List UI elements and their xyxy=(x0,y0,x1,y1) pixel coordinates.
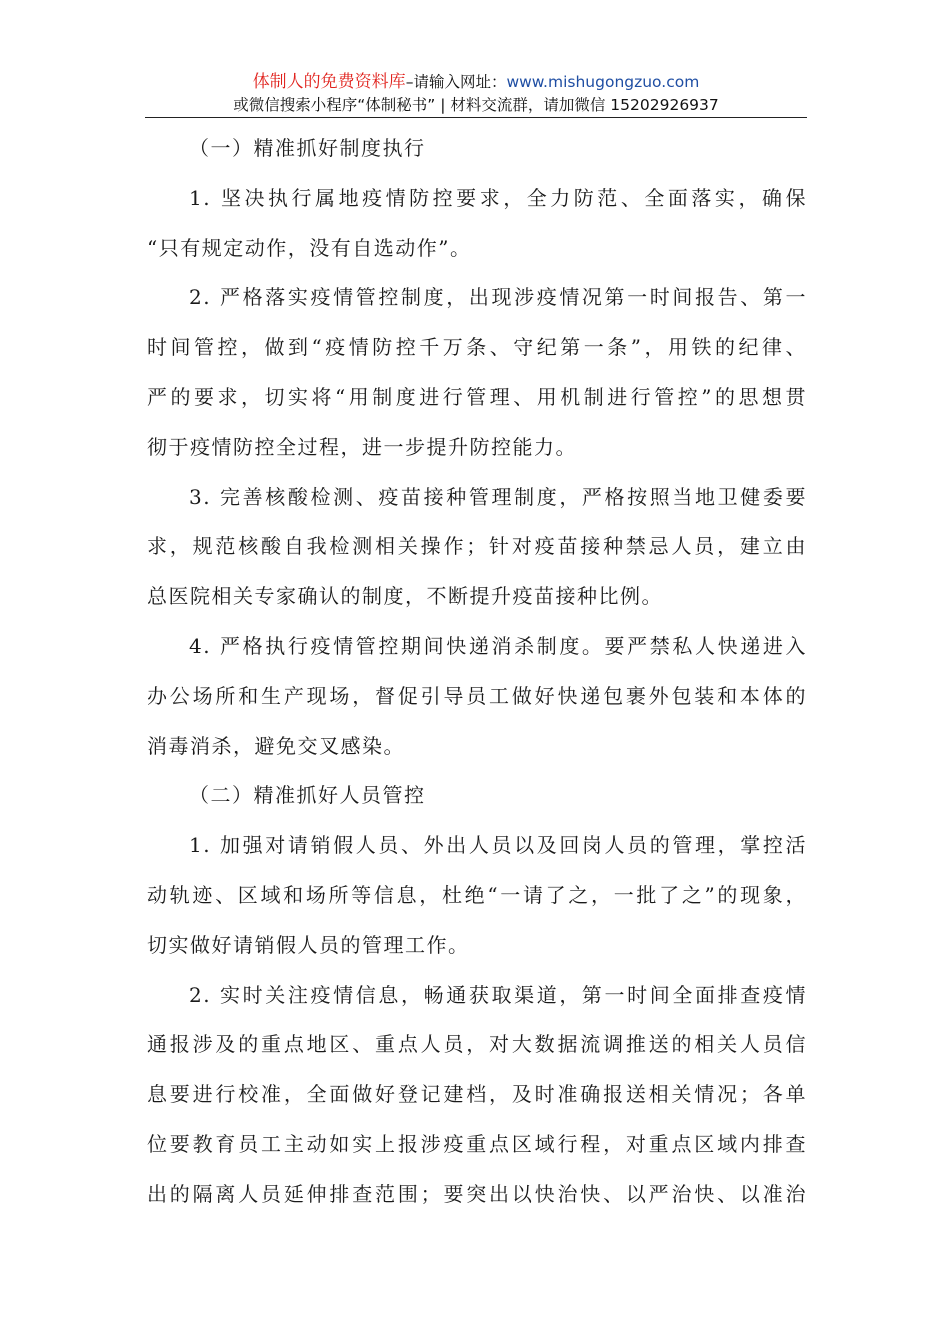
section-heading: （二）精准抓好人员管控 xyxy=(189,783,426,808)
paragraph-line: 2. 实时关注疫情信息，畅通获取渠道，第一时间全面排查疫情 xyxy=(189,982,807,1007)
paragraph-line: 1. 坚决执行属地疫情防控要求，全力防范、全面落实，确保 xyxy=(189,185,807,210)
header-brand: 体制人的免费资料库 xyxy=(252,72,406,92)
paragraph-line: 出的隔离人员延伸排查范围；要突出以快治快、以严治快、以准治 xyxy=(147,1181,807,1206)
paragraph-line: 动轨迹、区域和场所等信息，杜绝“一请了之，一批了之”的现象， xyxy=(147,882,807,907)
paragraph-line: 3. 完善核酸检测、疫苗接种管理制度，严格按照当地卫健委要 xyxy=(189,484,807,509)
paragraph-line: 时间管控，做到“疫情防控千万条、守纪第一条”，用铁的纪律、 xyxy=(147,335,807,360)
paragraph-line: 位要教育员工主动如实上报涉疫重点区域行程，对重点区域内排查 xyxy=(147,1131,807,1156)
header-url-link[interactable]: www.mishugongzuo.com xyxy=(506,73,700,91)
paragraph-line: 消毒消杀，避免交叉感染。 xyxy=(147,733,405,758)
document-body xyxy=(147,124,807,1220)
paragraph-line: 4. 严格执行疫情管控期间快递消杀制度。要严禁私人快递进入 xyxy=(189,633,807,658)
paragraph-line: 彻于疫情防控全过程，进一步提升防控能力。 xyxy=(147,434,577,459)
header-line-2: 或微信搜索小程序“体制秘书” | 材料交流群，请加微信 15202926937 xyxy=(233,96,719,114)
paragraph-line: 严的要求，切实将“用制度进行管理、用机制进行管控”的思想贯 xyxy=(147,384,807,409)
paragraph-line: 总医院相关专家确认的制度，不断提升疫苗接种比例。 xyxy=(147,584,663,609)
paragraph-line: 1. 加强对请销假人员、外出人员以及回岗人员的管理，掌控活 xyxy=(189,833,807,858)
paragraph-line: 2. 严格落实疫情管控制度，出现涉疫情况第一时间报告、第一 xyxy=(189,285,807,310)
header-line-1 xyxy=(145,70,807,94)
page-header xyxy=(145,70,807,116)
paragraph-line: “只有规定动作，没有自选动作”。 xyxy=(147,235,472,260)
paragraph-line: 求，规范核酸自我检测相关操作；针对疫苗接种禁忌人员，建立由 xyxy=(147,534,807,559)
paragraph-line: 办公场所和生产现场，督促引导员工做好快递包裹外包装和本体的 xyxy=(147,683,807,708)
header-divider xyxy=(145,117,807,118)
paragraph-line: 切实做好请销假人员的管理工作。 xyxy=(147,932,470,957)
section-heading: （一）精准抓好制度执行 xyxy=(189,136,426,160)
paragraph-line: 通报涉及的重点地区、重点人员，对大数据流调推送的相关人员信 xyxy=(147,1032,807,1057)
header-prompt: –请输入网址： xyxy=(405,73,507,91)
paragraph-line: 息要进行校准，全面做好登记建档，及时准确报送相关情况；各单 xyxy=(147,1082,807,1107)
